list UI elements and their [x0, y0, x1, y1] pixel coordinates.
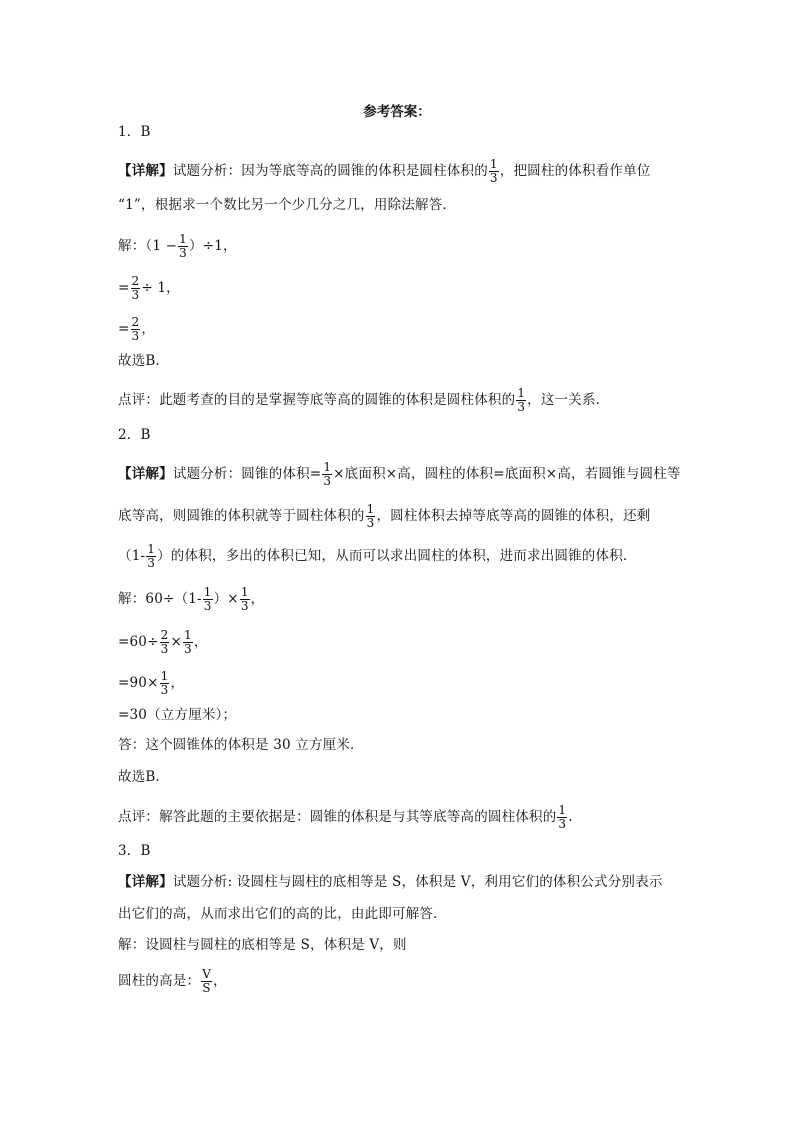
detail-tag: 【详解】 [118, 466, 173, 482]
q2-answer-statement: 答：这个圆锥体的体积是 30 立方厘米． [118, 737, 364, 753]
fraction: $\frac{1}{3}$ [183, 628, 192, 656]
q3-answer: 3．B [118, 843, 151, 859]
fraction: $\frac{1}{3}$ [179, 232, 187, 260]
q1-answer: 1．B [118, 124, 151, 140]
q2-solution-step4: =30（立方厘米）； [118, 707, 237, 723]
q1-analysis-text: ，把圆柱的体积看作单位 [499, 163, 651, 179]
fraction: $\frac{2}{3}$ [160, 628, 169, 656]
q3-solution-step1: 解：设圆柱与圆柱的底相等是 S，体积是 V，则 [118, 937, 407, 953]
q1-analysis-text: 试题分析：因为等底等高的圆锥的体积是圆柱体积的 [172, 163, 488, 179]
q1-comment: 点评：此题考查的目的是掌握等底等高的圆锥的体积是圆柱体积的 $\frac{1}{3}$ ，这一关系． [118, 386, 610, 414]
fraction: $\frac{1}{3}$ [366, 502, 375, 530]
q1-choice: 故选B． [118, 353, 170, 369]
q2-choice: 故选B． [118, 769, 170, 785]
fraction: $\frac{1}{3}$ [489, 157, 498, 185]
fraction: $\frac{2}{3}$ [131, 274, 140, 302]
fraction: $\frac{1}{3}$ [558, 803, 567, 831]
fraction: $\frac{2}{3}$ [131, 315, 140, 343]
q1-solution-step1: 解：（1 − $\frac{1}{3}$ ）÷1， [118, 232, 237, 260]
q2-solution-step1: 解：60÷（1- $\frac{1}{3}$ ）× $\frac{1}{3}$ ， [118, 585, 265, 613]
q1-analysis-line2: “1”，根据求一个数比另一个少几分之几，用除法解答． [118, 197, 457, 213]
q3-solution-step2: 圆柱的高是： $\frac{V}{S}$ ， [118, 967, 227, 995]
detail-tag: 【详解】 [118, 163, 173, 179]
q2-answer: 2．B [118, 427, 151, 443]
q2-solution-step3: =90× $\frac{1}{3}$ ， [118, 669, 185, 697]
fraction: $\frac{1}{3}$ [203, 585, 212, 613]
q2-analysis-line3: （1- $\frac{1}{3}$ ）的体积，多出的体积已知，从而可以求出圆柱的体积，进而求出圆锥的体积． [118, 542, 637, 570]
fraction: $\frac{1}{3}$ [147, 542, 156, 570]
q3-analysis-line1: 【详解】试题分析: 设圆柱与圆柱的底相等是 S，体积是 V，利用它们的体积公式分别表示 [118, 874, 663, 890]
fraction: $\frac{1}{3}$ [240, 585, 249, 613]
q2-solution-step2: =60÷ $\frac{2}{3}$ × $\frac{1}{3}$ ， [118, 628, 208, 656]
fraction: $\frac{1}{3}$ [323, 460, 332, 488]
q2-analysis-line1: 【详解】试题分析：圆锥的体积= $\frac{1}{3}$ ×底面积×高，圆柱的体积=底面积×高，若圆锥与圆柱等 [118, 460, 681, 488]
q1-analysis-line1 [118, 158, 650, 185]
detail-tag: 【详解】 [118, 874, 173, 890]
fraction: $\frac{V}{S}$ [202, 967, 212, 995]
fraction: $\frac{1}{3}$ [160, 669, 169, 697]
fraction: $\frac{1}{3}$ [517, 386, 526, 414]
q2-analysis-line2: 底等高，则圆锥的体积就等于圆柱体积的 $\frac{1}{3}$ ，圆柱体积去掉等底等高的圆锥的体积，还剩 [118, 502, 651, 530]
q2-comment: 点评：解答此题的主要依据是：圆锥的体积是与其等底等高的圆柱体积的 $\frac{1}{3}$ . [118, 803, 573, 831]
page-title: 参考答案： [363, 104, 431, 120]
q1-solution-step2: = $\frac{2}{3}$ ÷ 1， [118, 274, 180, 302]
q3-analysis-line2: 出它们的高，从而求出它们的高的比，由此即可解答． [118, 906, 447, 922]
q1-solution-step3: = $\frac{2}{3}$ ， [118, 315, 156, 343]
